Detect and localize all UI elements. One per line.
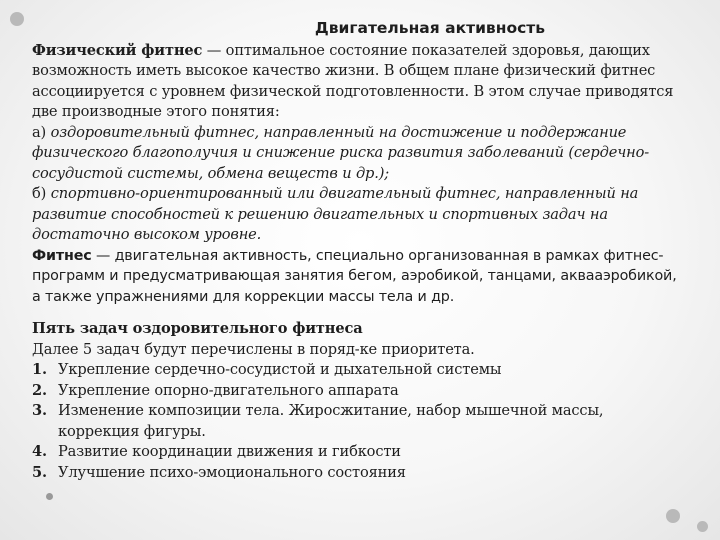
item-marker: б) bbox=[32, 185, 47, 202]
item-text: Развитие координации движения и гибкости bbox=[58, 443, 401, 460]
item-number: 2. bbox=[32, 381, 47, 399]
item-text: Изменение композиции тела. Жиросжитание, набор мышечной массы, коррекция фигуры. bbox=[58, 402, 604, 440]
paragraph-physical-fitness bbox=[32, 41, 688, 123]
list-item bbox=[32, 442, 688, 463]
item-number: 3. bbox=[32, 402, 47, 419]
item-number: 5. bbox=[32, 463, 47, 481]
term-fitness: Фитнес bbox=[32, 247, 92, 264]
spacer bbox=[32, 307, 688, 319]
paragraph-fitness bbox=[32, 246, 688, 308]
list-item bbox=[32, 401, 688, 442]
item-text: оздоровительный фитнес, направленный на достижение и поддержание физического благополучия и снижение риска развития заболеваний (сердечно-сосудистой системы, обмена веществ и др.); bbox=[32, 123, 650, 182]
item-number: 4. bbox=[32, 443, 47, 460]
item-marker: а) bbox=[32, 123, 47, 141]
section-heading: Пять задач оздоровительного фитнеса bbox=[32, 320, 363, 337]
list-item-b bbox=[32, 184, 688, 246]
item-text: Укрепление опорно-двигательного аппарата bbox=[58, 381, 399, 399]
term-physical-fitness: Физический фитнес bbox=[32, 41, 203, 59]
decorative-dot bbox=[697, 521, 708, 532]
list-item bbox=[32, 463, 688, 484]
paragraph-text: — двигательная активность, специально организованная в рамках фитнес-программ и предусматривающая занятия бегом, аэробикой, танцами, аквааэробикой, а также упражнениями для коррекции массы тела и др. bbox=[32, 247, 677, 305]
list-item bbox=[32, 360, 688, 381]
tasks-list bbox=[32, 360, 688, 483]
list-item-a bbox=[32, 123, 688, 185]
section-intro: Далее 5 задач будут перечислены в поряд-ке приоритета. bbox=[32, 340, 475, 358]
list-item bbox=[32, 381, 688, 402]
paragraph-text: — оптимальное состояние показателей здоровья, дающих возможность иметь высокое качество жизни. В общем плане физический фитнес ассоциируется с уровнем физической подготовленности. В этом случае приводятся две производные этого понятия: bbox=[32, 41, 674, 120]
slide-title: Двигательная активность bbox=[314, 19, 546, 37]
item-text: Укрепление сердечно-сосудистой и дыхательной системы bbox=[58, 361, 502, 378]
decorative-dot bbox=[666, 509, 680, 523]
decorative-dot bbox=[10, 12, 24, 26]
item-text: Улучшение психо-эмоционального состояния bbox=[58, 463, 406, 481]
slide-content bbox=[32, 18, 688, 483]
decorative-dot bbox=[46, 493, 53, 500]
item-text: спортивно-ориентированный или двигательный фитнес, направленный на развитие способностей к решению двигательных и спортивных задач на достаточно высоком уровне. bbox=[32, 185, 639, 243]
item-number: 1. bbox=[32, 361, 47, 378]
